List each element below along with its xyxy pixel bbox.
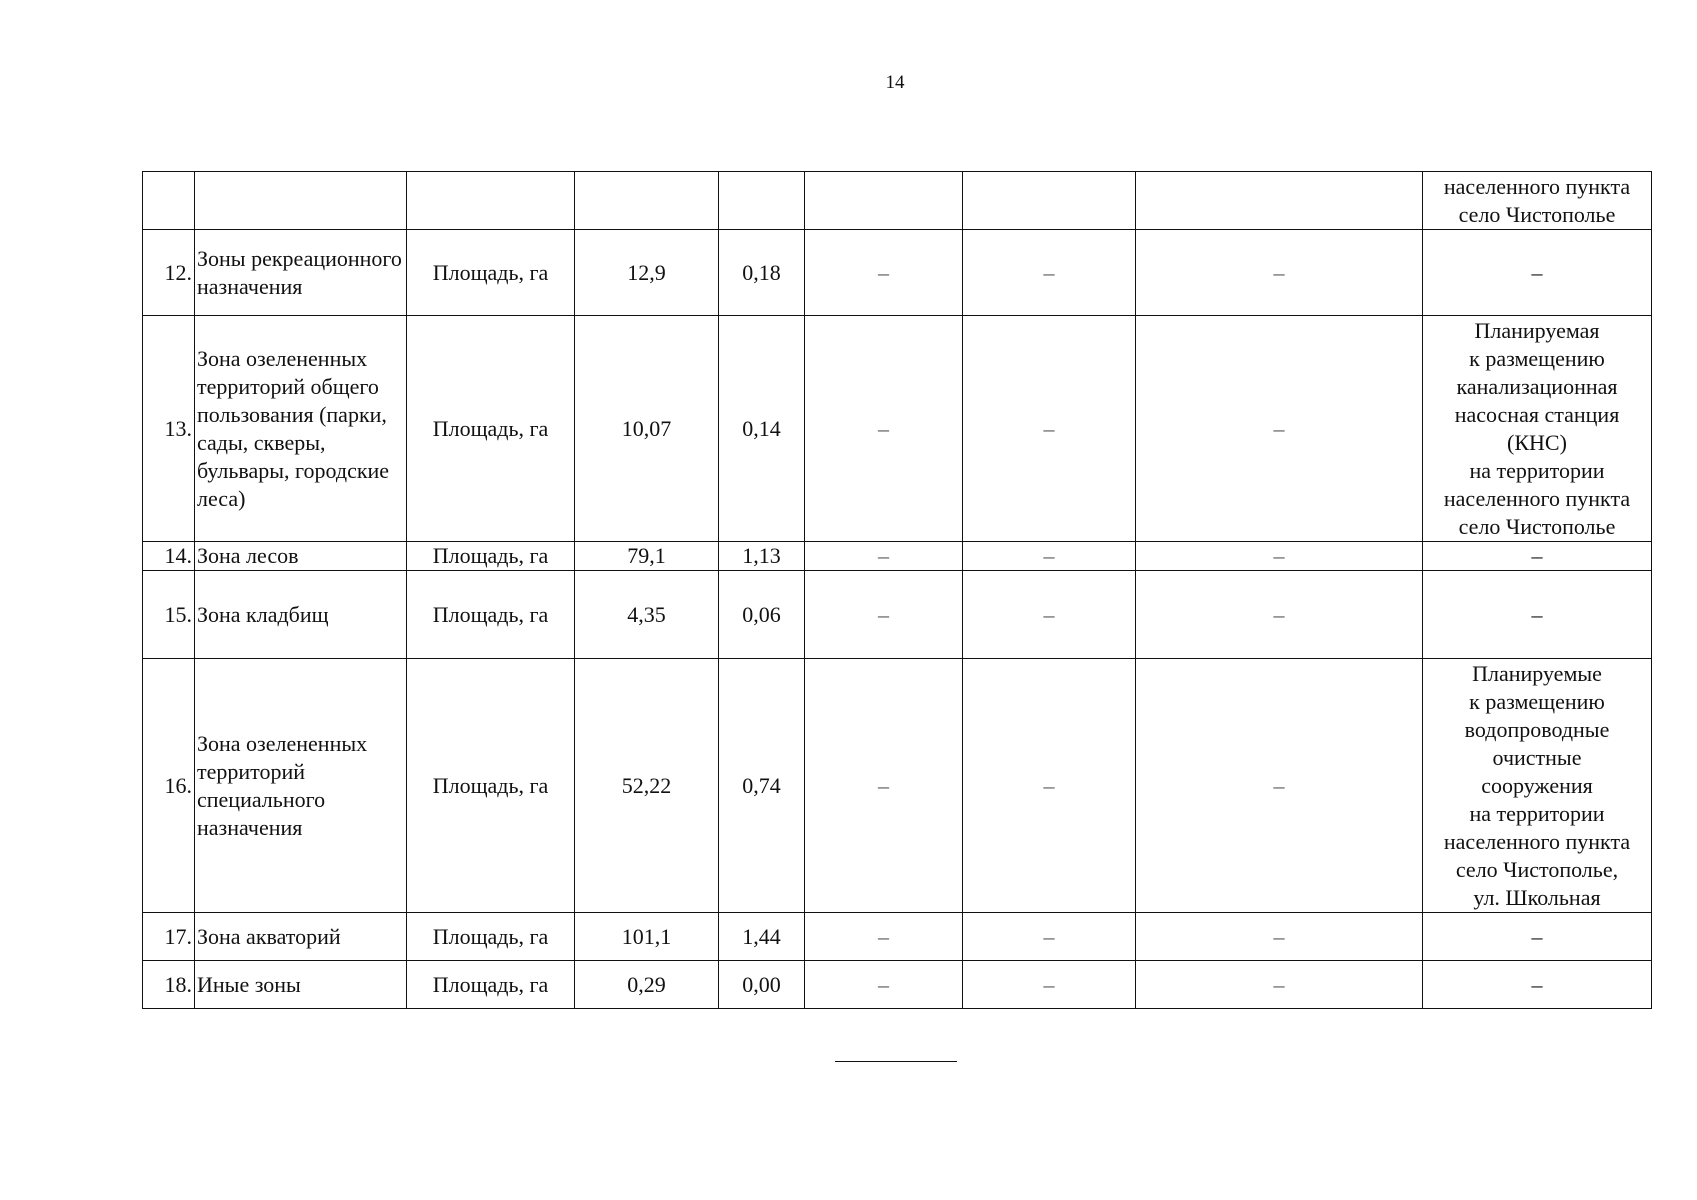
indicator-cell: –	[963, 659, 1136, 913]
table-row	[143, 172, 1652, 230]
note-line: на территории	[1469, 800, 1605, 826]
note-line: –	[1531, 923, 1543, 949]
note-line: ул. Школьная	[1473, 884, 1601, 910]
note-line: к размещению	[1469, 688, 1605, 714]
note-line: населенного пункта	[1443, 485, 1631, 511]
percent-value	[719, 172, 805, 230]
note-line: село Чистополье	[1458, 202, 1616, 227]
unit-cell	[407, 172, 575, 230]
table-row	[143, 316, 1652, 542]
note-line: к размещению	[1469, 345, 1605, 371]
indicator-cell: –	[805, 230, 963, 316]
area-value: 52,22	[575, 659, 719, 913]
indicator-cell: –	[963, 571, 1136, 659]
percent-value: 0,06	[719, 571, 805, 659]
percent-value: 0,14	[719, 316, 805, 542]
note-line: сооружения	[1481, 772, 1593, 798]
percent-value: 0,74	[719, 659, 805, 913]
unit-cell: Площадь, га	[407, 230, 575, 316]
unit-cell: Площадь, га	[407, 961, 575, 1009]
zone-name: Зоны рекреационного назначения	[195, 230, 407, 316]
row-number: 13.	[143, 316, 195, 542]
zone-name	[195, 172, 407, 230]
indicator-cell: –	[963, 316, 1136, 542]
note-line: населенного пункта	[1443, 828, 1631, 854]
row-number: 17.	[143, 913, 195, 961]
indicator-cell: –	[963, 230, 1136, 316]
unit-cell: Площадь, га	[407, 571, 575, 659]
note-line: на территории	[1469, 457, 1605, 483]
area-value: 101,1	[575, 913, 719, 961]
indicator-cell	[805, 172, 963, 230]
area-value	[575, 172, 719, 230]
zone-name: Зона лесов	[195, 542, 407, 571]
percent-value: 0,00	[719, 961, 805, 1009]
indicator-cell: –	[805, 542, 963, 571]
table-row	[143, 659, 1652, 913]
indicator-cell: –	[1136, 913, 1423, 961]
note-line: очистные	[1492, 744, 1582, 770]
unit-cell: Площадь, га	[407, 913, 575, 961]
table-row	[143, 961, 1652, 1009]
note-line: насосная станция	[1454, 401, 1620, 427]
note-line: водопроводные	[1464, 716, 1610, 742]
area-value: 12,9	[575, 230, 719, 316]
page-number: 14	[885, 72, 905, 93]
indicator-cell: –	[805, 659, 963, 913]
table-body	[143, 172, 1652, 1009]
note-line: канализационная	[1456, 373, 1618, 399]
note-cell	[1423, 571, 1652, 659]
indicator-cell: –	[1136, 961, 1423, 1009]
note-line: –	[1531, 259, 1543, 285]
indicator-cell: –	[1136, 542, 1423, 571]
area-value: 79,1	[575, 542, 719, 571]
note-cell	[1423, 961, 1652, 1009]
unit-cell: Площадь, га	[407, 659, 575, 913]
indicator-cell: –	[963, 913, 1136, 961]
percent-value: 1,13	[719, 542, 805, 571]
zone-name: Зона озелененных территорий специального назначения	[195, 659, 407, 913]
note-line: село Чистополье	[1458, 513, 1616, 539]
indicator-cell: –	[963, 961, 1136, 1009]
row-number: 16.	[143, 659, 195, 913]
indicator-cell: –	[1136, 230, 1423, 316]
row-number: 14.	[143, 542, 195, 571]
note-cell	[1423, 316, 1652, 542]
note-line: –	[1531, 543, 1543, 568]
unit-cell: Площадь, га	[407, 316, 575, 542]
note-cell	[1423, 542, 1652, 571]
percent-value: 1,44	[719, 913, 805, 961]
zones-table	[142, 171, 1652, 1009]
indicator-cell: –	[805, 961, 963, 1009]
percent-value: 0,18	[719, 230, 805, 316]
row-number	[143, 172, 195, 230]
note-line: Планируемые	[1472, 660, 1602, 686]
unit-cell: Площадь, га	[407, 542, 575, 571]
area-value: 10,07	[575, 316, 719, 542]
indicator-cell: –	[805, 913, 963, 961]
indicator-cell: –	[963, 542, 1136, 571]
table-row	[143, 571, 1652, 659]
indicator-cell	[1136, 172, 1423, 230]
indicator-cell	[963, 172, 1136, 230]
table-row	[143, 542, 1652, 571]
row-number: 12.	[143, 230, 195, 316]
note-cell	[1423, 913, 1652, 961]
indicator-cell: –	[1136, 659, 1423, 913]
zone-name: Зона кладбищ	[195, 571, 407, 659]
zone-name: Зона акваторий	[195, 913, 407, 961]
note-cell	[1423, 659, 1652, 913]
note-line: населенного пункта	[1443, 174, 1631, 199]
note-cell	[1423, 230, 1652, 316]
table-row	[143, 913, 1652, 961]
zone-name: Иные зоны	[195, 961, 407, 1009]
footer-rule	[835, 1061, 957, 1062]
note-line: –	[1531, 971, 1543, 997]
area-value: 0,29	[575, 961, 719, 1009]
note-cell	[1423, 172, 1652, 230]
area-value: 4,35	[575, 571, 719, 659]
note-line: Планируемая	[1474, 317, 1600, 343]
indicator-cell: –	[805, 571, 963, 659]
zone-name: Зона озелененных территорий общего пользования (парки, сады, скверы, бульвары, городские леса)	[195, 316, 407, 542]
table-row	[143, 230, 1652, 316]
note-line: –	[1531, 601, 1543, 627]
indicator-cell: –	[1136, 316, 1423, 542]
row-number: 15.	[143, 571, 195, 659]
note-line: село Чистополье,	[1455, 856, 1619, 882]
note-line: (КНС)	[1507, 429, 1567, 455]
row-number: 18.	[143, 961, 195, 1009]
indicator-cell: –	[1136, 571, 1423, 659]
indicator-cell: –	[805, 316, 963, 542]
